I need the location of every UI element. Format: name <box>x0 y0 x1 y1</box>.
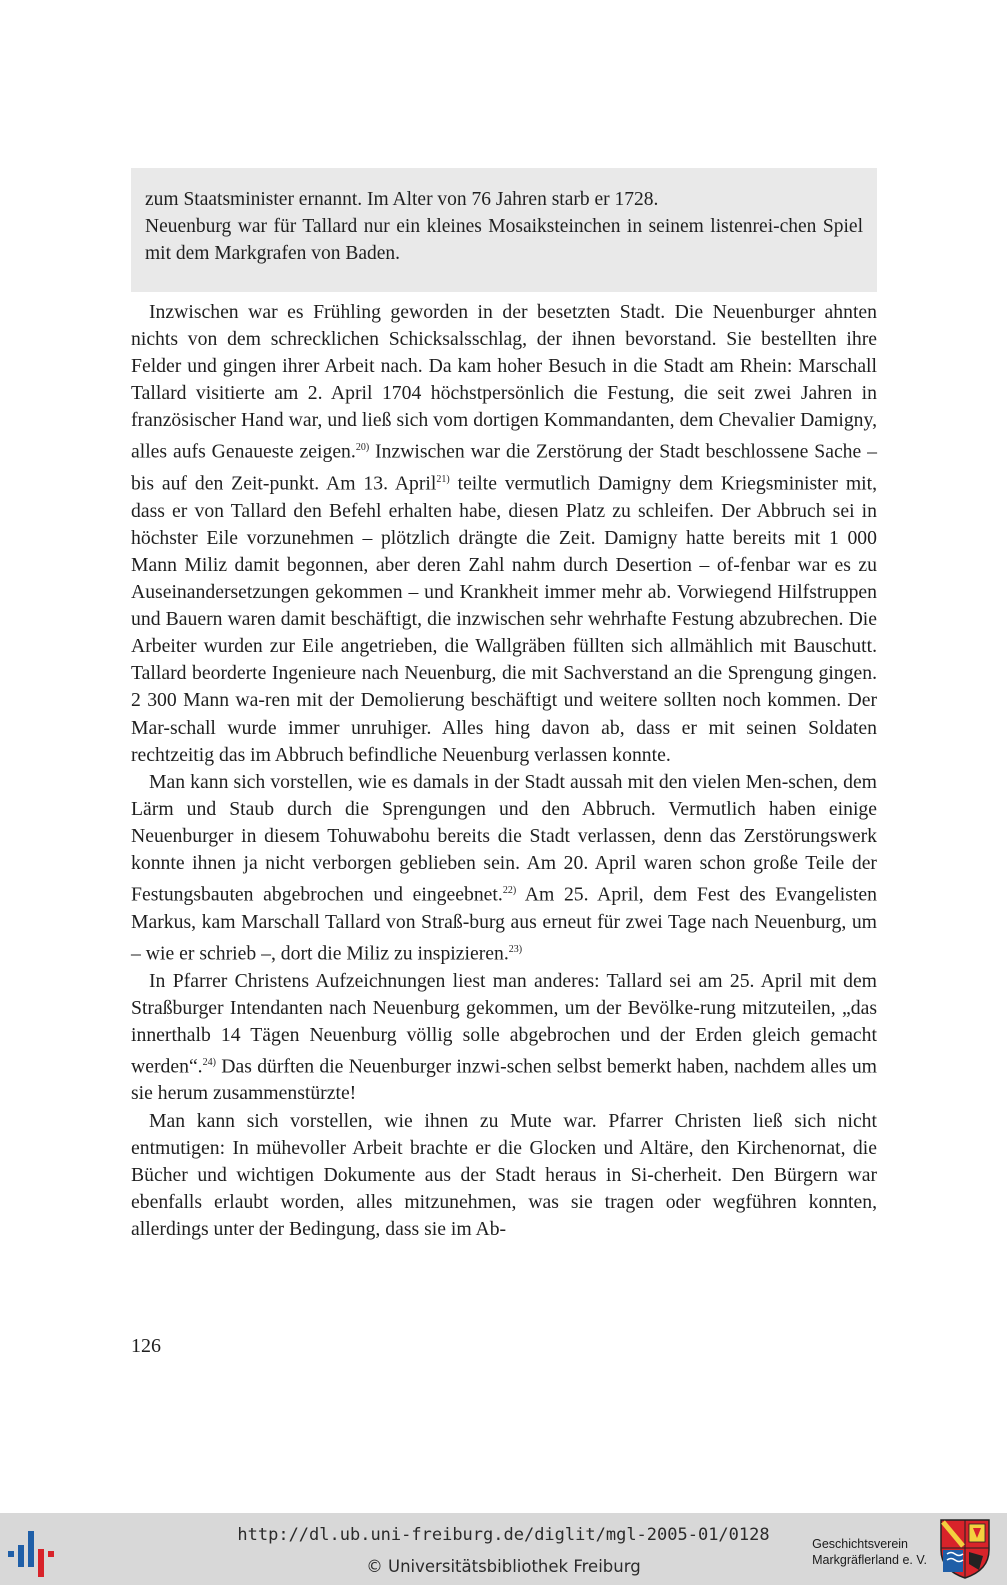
paragraph-text: Inzwischen war die Zerstörung der Stadt beschlossene Sache – bis auf den Zeit-punkt. Am 13. April <box>131 441 877 495</box>
footnote-ref: 23) <box>508 943 523 955</box>
footnote-ref: 21) <box>436 474 450 486</box>
paragraph-text: Das dürften die Neuenburger inzwi-schen selbst bemerkt haben, nachdem alles um sie herum zusammenstürzte! <box>131 1055 877 1105</box>
society-name <box>812 1536 927 1568</box>
coat-of-arms-icon <box>939 1518 991 1580</box>
paragraph <box>131 769 877 968</box>
main-text <box>131 299 877 1243</box>
paragraph-text: Man kann sich vorstellen, wie ihnen zu Mute war. Pfarrer Christen ließ sich nicht entmutigen: In mühevoller Arbeit brachte er die Glocken und Altäre, den Kirchenornat, die Bücher und wichtigen Dokumente aus der Stadt heraus in Si-cherheit. Den Bürgern war ebenfalls erlaubt worden, alles mitzunehmen, was sie tragen oder wegführen konnten, allerdings unter der Bedingung, dass sie im Ab- <box>131 1109 877 1240</box>
society-line: Markgräflerland e. V. <box>812 1553 927 1567</box>
copyright-text: © Universitätsbibliothek Freiburg <box>366 1557 641 1576</box>
paragraph <box>131 968 877 1108</box>
boxed-line: Neuenburg war für Tallard nur ein kleines Mosaiksteinchen in seinem listenrei-chen Spiel mit dem Markgrafen von Baden. <box>145 216 863 264</box>
paragraph-text: Am 25. April, dem Fest des Evangelisten Markus, kam Marschall Tallard von Straß-burg aus erneut für zwei Tage nach Neuenburg, um – wie er schrieb –, dort die Miliz zu inspizieren. <box>131 883 877 965</box>
boxed-excerpt <box>131 168 877 292</box>
footnote-ref: 22) <box>502 885 517 897</box>
source-url-link[interactable]: http://dl.ub.uni-freiburg.de/diglit/mgl-2005-01/0128 <box>237 1525 770 1545</box>
footer-bar <box>0 1513 1007 1585</box>
paragraph-text: Man kann sich vorstellen, wie es damals in der Stadt aussah mit den vielen Men-schen, dem Lärm und Staub durch die Sprengungen und den Abbruch. Vermutlich haben einige Neuenburger in diesem Tohuwabohu bereits die Stadt verlassen, denn das Zerstörungswerk konnte ihnen ja nicht verborgen geblieben sein. Am 20. April waren schon große Teile der Festungsbauten abgebrochen und eingeebnet. <box>131 770 877 906</box>
footnote-ref: 24) <box>202 1056 216 1068</box>
footnote-ref: 20) <box>355 442 370 454</box>
paragraph-text: Inzwischen war es Frühling geworden in der besetzten Stadt. Die Neuenburger ahnten nichts von dem schrecklichen Schicksalsschlag, der ihnen bevorstand. Sie bestellten ihre Felder und gingen ihrer Arbeit nach. Da kam hoher Besuch in die Stadt am Rhein: Marschall Tallard visitierte am 2. April 1704 höchstpersönlich die Festung, die seit zwei Jahren in französischer Hand war, und ließ sich vom dortigen Kommandanten, dem Chevalier Damigny, alles aufs Genaueste zeigen. <box>131 301 877 464</box>
paragraph-text: In Pfarrer Christens Aufzeichnungen liest man anderes: Tallard sei am 25. April mit dem Straßburger Intendanten nach Neuenburg gekommen, um der Bevölke-rung mitzuteilen, „das innerthalb 14 Tägen Neuenburg völlig solle abgebrochen und der Erden gleich gemacht werden“. <box>131 969 877 1078</box>
society-line: Geschichtsverein <box>812 1537 908 1551</box>
boxed-line: zum Staatsminister ernannt. Im Alter von 76 Jahren starb er 1728. <box>145 189 659 210</box>
paragraph <box>131 299 877 769</box>
page-number: 126 <box>131 1335 161 1357</box>
paragraph-text: teilte vermutlich Damigny dem Kriegsminister mit, dass er von Tallard den Befehl erhalten habe, diesen Platz zu schleifen. Der Abbruch sei in höchster Eile vorzunehmen – plötzlich drängte die Zeit. Damigny hatte bereits mit 1 000 Mann Miliz damit begonnen, aber deren Zahl nahm durch Desertion – of-fenbar war es zu Auseinandersetzungen gekommen – und Krankheit immer mehr ab. Vorwiegend Hilfstruppen und Bauern waren damit beschäftigt, die inzwischen sehr wehrhafte Festung abzubrechen. Die Arbeiter wurden zur Eile angetrieben, die Wallgräben füllten sich allmählich mit Bauschutt. Tallard beorderte Ingenieure nach Neuenburg, die mit Sachverstand an die Sprengung gingen. 2 300 Mann wa-ren mit der Demolierung beschäftigt und weitere sollten noch kommen. Der Mar-schall wurde immer unruhiger. Alles hing davon ab, dass er mit seinen Soldaten rechtzeitig das im Abbruch befindliche Neuenburg verlassen konnte. <box>131 472 877 766</box>
paragraph <box>131 1108 877 1243</box>
